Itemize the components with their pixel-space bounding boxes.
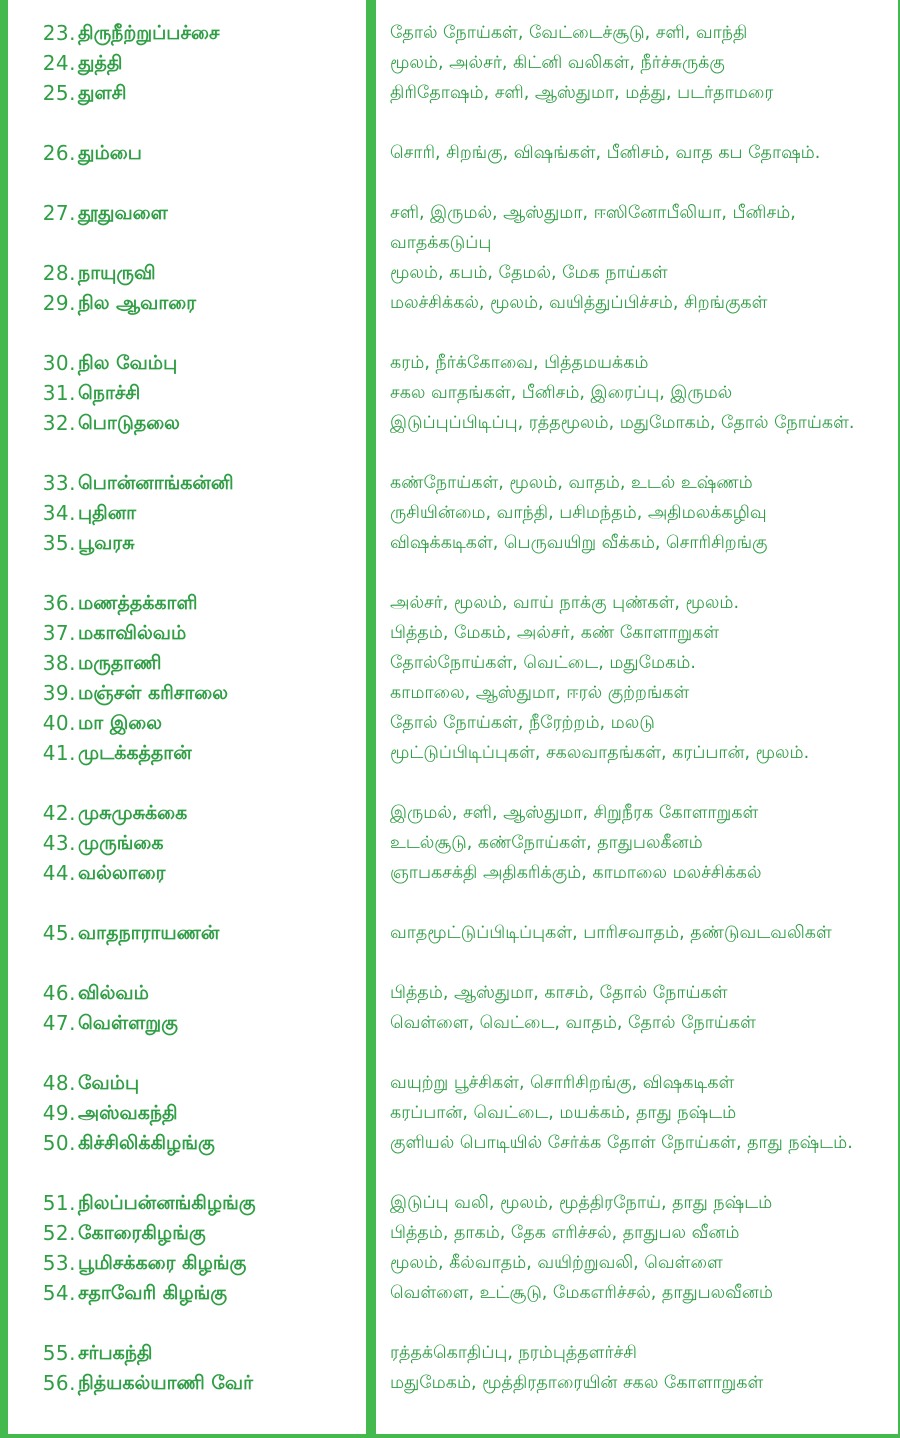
entry-number: 48. (42, 1071, 76, 1095)
entry-number: 42. (42, 801, 76, 825)
herb-uses: தோல்நோய்கள், வெட்டை, மதுமேகம். (390, 653, 696, 673)
herb-uses: பித்தம், தாகம், தேக எரிச்சல், தாதுபல வீனம் (390, 1223, 740, 1243)
herb-name: பொடுதலை (78, 412, 180, 434)
herb-uses: கரம், நீர்க்கோவை, பித்தமயக்கம் (390, 353, 649, 373)
herb-name: நில ஆவாரை (78, 292, 197, 314)
entry-number: 50. (42, 1131, 76, 1155)
entry-number: 35. (42, 531, 76, 555)
entry-number: 52. (42, 1221, 76, 1245)
herb-name: வல்லாரை (78, 862, 166, 884)
herb-name: மா இலை (78, 712, 163, 734)
entry-number: 26. (42, 141, 76, 165)
herb-uses: ரத்தக்கொதிப்பு, நரம்புத்தளர்ச்சி (390, 1343, 637, 1363)
entry-number: 33. (42, 471, 76, 495)
herb-uses: உடல்சூடு, கண்நோய்கள், தாதுபலகீனம் (390, 833, 703, 853)
herb-uses: வாதமூட்டுப்பிடிப்புகள், பாரிசவாதம், தண்டுவடவலிகள் (390, 923, 832, 943)
herb-uses: வெள்ளை, வெட்டை, வாதம், தோல் நோய்கள் (390, 1013, 756, 1033)
entry-number: 36. (42, 591, 76, 615)
herb-uses: தோல் நோய்கள், வேட்டைச்சூடு, சளி, வாந்தி (390, 23, 748, 43)
herb-uses: வெள்ளை, உட்சூடு, மேகஎரிச்சல், தாதுபலவீனம் (390, 1283, 773, 1303)
herb-uses: பித்தம், ஆஸ்துமா, காசம், தோல் நோய்கள் (390, 983, 728, 1003)
herb-name: முருங்கை (78, 832, 164, 854)
entry-number: 31. (42, 381, 76, 405)
herb-uses: ஞாபகசக்தி அதிகரிக்கும், காமாலை மலச்சிக்கல் (390, 863, 762, 883)
herb-name: கோரைகிழங்கு (78, 1222, 206, 1244)
entry-number: 24. (42, 51, 76, 75)
herb-name: வாதநாராயணன் (78, 922, 220, 944)
herb-uses: காமாலை, ஆஸ்துமா, ஈரல் குற்றங்கள் (390, 683, 690, 703)
herb-uses: மூலம், அல்சர், கிட்னி வலிகள், நீர்ச்சுருக்கு (390, 53, 725, 73)
herb-uses: கரப்பான், வெட்டை, மயக்கம், தாது நஷ்டம் (390, 1103, 737, 1123)
herb-uses: மூலம், கபம், தேமல், மேக நாய்கள் (390, 263, 668, 283)
entry-number: 43. (42, 831, 76, 855)
herb-name: கிச்சிலிக்கிழங்கு (78, 1132, 215, 1154)
entry-number: 55. (42, 1341, 76, 1365)
entry-number: 49. (42, 1101, 76, 1125)
herb-uses: மூட்டுப்பிடிப்புகள், சகலவாதங்கள், கரப்பான், மூலம். (390, 743, 810, 763)
entry-number: 40. (42, 711, 76, 735)
entry-number: 30. (42, 351, 76, 375)
herb-uses: சளி, இருமல், ஆஸ்துமா, ஈஸினோபீலியா, பீனிசம், வாதக்கடுப்பு (390, 203, 796, 253)
herb-uses: விஷக்கடிகள், பெருவயிறு வீக்கம், சொரிசிறங்கு (390, 533, 768, 553)
herb-name: தூதுவளை (78, 202, 168, 224)
herb-uses: சொரி, சிறங்கு, விஷங்கள், பீனிசம், வாத கப தோஷம். (390, 143, 821, 163)
herb-name-column (8, 0, 366, 1434)
herb-name: துளசி (78, 82, 127, 104)
entry-number: 41. (42, 741, 76, 765)
entry-number: 29. (42, 291, 76, 315)
entry-number: 53. (42, 1251, 76, 1275)
entry-number: 44. (42, 861, 76, 885)
herb-uses: இருமல், சளி, ஆஸ்துமா, சிறுநீரக கோளாறுகள் (390, 803, 759, 823)
entry-number: 51. (42, 1191, 76, 1215)
herb-uses: கண்நோய்கள், மூலம், வாதம், உடல் உஷ்ணம் (390, 473, 753, 493)
herb-name: முடக்கத்தான் (78, 742, 192, 764)
herb-name: நிலப்பன்னங்கிழங்கு (78, 1192, 256, 1214)
herb-uses: திரிதோஷம், சளி, ஆஸ்துமா, மத்து, படர்தாமரை (390, 83, 774, 103)
herb-name: திருநீற்றுப்பச்சை (78, 22, 220, 44)
herb-name: முசுமுசுக்கை (78, 802, 188, 824)
herb-name: பூமிசக்கரை கிழங்கு (78, 1252, 247, 1274)
entry-number: 39. (42, 681, 76, 705)
herb-uses: மலச்சிக்கல், மூலம், வயித்துப்பிச்சம், சிறங்குகள் (390, 293, 768, 313)
herb-uses: மூலம், கீல்வாதம், வயிற்றுவலி, வெள்ளை (390, 1253, 723, 1273)
entry-number: 37. (42, 621, 76, 645)
herb-name: மணத்தக்காளி (78, 592, 198, 614)
entry-number: 54. (42, 1281, 76, 1305)
herb-name: மருதாணி (78, 652, 162, 674)
herb-name: சதாவேரி கிழங்கு (78, 1282, 228, 1304)
entry-number: 45. (42, 921, 76, 945)
herb-name: புதினா (78, 502, 137, 524)
entry-number: 56. (42, 1371, 76, 1395)
herb-uses: பித்தம், மேகம், அல்சர், கண் கோளாறுகள் (390, 623, 720, 643)
herb-uses: சகல வாதங்கள், பீனிசம், இரைப்பு, இருமல் (390, 383, 733, 403)
herb-name: மகாவில்வம் (78, 622, 187, 644)
herb-name: சர்பகந்தி (78, 1342, 153, 1364)
herb-name: நித்யகல்யாணி வேர் (78, 1372, 254, 1394)
herb-name: துத்தி (78, 52, 123, 74)
herb-uses: இடுப்பு வலி, மூலம், மூத்திரநோய், தாது நஷ்டம் (390, 1193, 773, 1213)
entry-number: 25. (42, 81, 76, 105)
entry-number: 34. (42, 501, 76, 525)
herb-name: வெள்ளறுகு (78, 1012, 178, 1034)
herb-uses-column (376, 0, 898, 1434)
entry-number: 32. (42, 411, 76, 435)
entry-number: 27. (42, 201, 76, 225)
herb-uses: மதுமேகம், மூத்திரதாரையின் சகல கோளாறுகள் (390, 1373, 764, 1393)
entry-number: 38. (42, 651, 76, 675)
herb-name: பொன்னாங்கன்னி (78, 472, 234, 494)
entry-number: 28. (42, 261, 76, 285)
herb-name: அஸ்வகந்தி (78, 1102, 178, 1124)
herb-uses: அல்சர், மூலம், வாய் நாக்கு புண்கள், மூலம். (390, 593, 740, 613)
herb-name: பூவரசு (78, 532, 135, 554)
herb-name: நொச்சி (78, 382, 141, 404)
herb-uses: தோல் நோய்கள், நீரேற்றம், மலடு (390, 713, 655, 733)
herb-uses: வயுற்று பூச்சிகள், சொரிசிறங்கு, விஷகடிகள் (390, 1073, 735, 1093)
herb-uses: குளியல் பொடியில் சேர்க்க தோள் நோய்கள், தாது நஷ்டம். (390, 1133, 853, 1153)
herb-name: தும்பை (78, 142, 142, 164)
entry-number: 23. (42, 21, 76, 45)
entry-number: 46. (42, 981, 76, 1005)
herb-name: நாயுருவி (78, 262, 156, 284)
entry-number: 47. (42, 1011, 76, 1035)
herb-name: வேம்பு (78, 1072, 140, 1094)
herb-name: நில வேம்பு (78, 352, 178, 374)
herb-name: மஞ்சள் கரிசாலை (78, 682, 229, 704)
herb-name: வில்வம் (78, 982, 149, 1004)
herb-uses: ருசியின்மை, வாந்தி, பசிமந்தம், அதிமலக்கழிவு (390, 503, 767, 523)
herb-uses: இடுப்புப்பிடிப்பு, ரத்தமூலம், மதுமோகம், தோல் நோய்கள். (390, 413, 855, 433)
